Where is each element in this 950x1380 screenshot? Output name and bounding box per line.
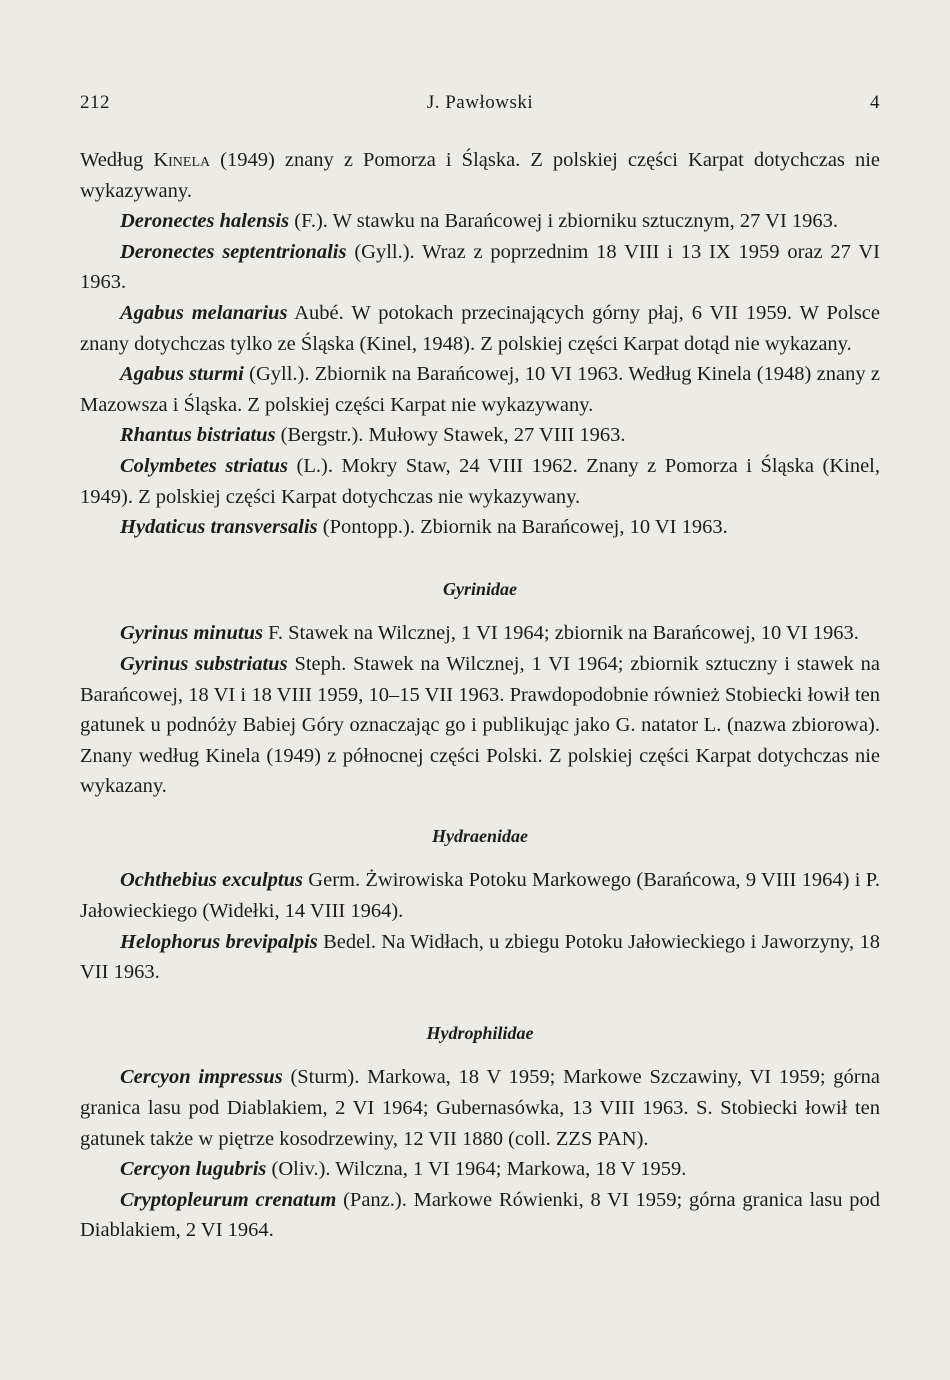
species-entry: Cercyon lugubris (Oliv.). Wilczna, 1 VI 1964; Markowa, 18 V 1959. <box>120 1158 687 1181</box>
species-name: Gyrinus minutus <box>120 622 263 645</box>
paragraph: Według Kinela (1949) znany z Pomorza i Śląska. Z polskiej części Karpat dotychczas nie wykazywany. <box>80 149 880 202</box>
running-author: J. Pawłowski <box>426 92 534 113</box>
species-entry: Colymbetes striatus (L.). Mokry Staw, 24 VIII 1962. Znany z Pomorza i Śląska (Kinel, 1949). Z polskiej części Karpat dotychczas nie wykazywany. <box>80 454 880 508</box>
species-name: Colymbetes striatus <box>120 454 288 477</box>
species-entry: Rhantus bistriatus (Bergstr.). Mułowy Stawek, 27 VIII 1963. <box>120 424 626 447</box>
species-entry: Gyrinus minutus F. Stawek na Wilcznej, 1 VI 1964; zbiornik na Barańcowej, 10 VI 1963. <box>120 622 859 645</box>
family-heading: Hydraenidae <box>432 825 528 846</box>
species-name: Helophorus brevipalpis <box>120 930 318 953</box>
species-name: Cryptopleurum crenatum <box>120 1188 337 1211</box>
species-entry: Helophorus brevipalpis Bedel. Na Widłach, u zbiegu Potoku Jałowieckiego i Jaworzyny, 18 VII 1963. <box>80 930 880 984</box>
species-entry: Agabus melanarius Aubé. W potokach przecinających górny płaj, 6 VII 1959. W Polsce znany dotychczas tylko ze Śląska (Kinel, 1948). Z polskiej części Karpat dotąd nie wykazany. <box>80 301 881 355</box>
document-body <box>80 145 880 1246</box>
family-heading: Hydrophilidae <box>426 1022 534 1043</box>
species-entry: Deronectes halensis (F.). W stawku na Barańcowej i zbiorniku sztucznym, 27 VI 1963. <box>120 210 839 233</box>
species-name: Deronectes halensis <box>120 210 290 233</box>
species-name: Agabus melanarius <box>120 301 288 324</box>
species-name: Agabus sturmi <box>120 363 244 386</box>
species-entry: Agabus sturmi (Gyll.). Zbiornik na Barańcowej, 10 VI 1963. Według Kinela (1948) znany z Mazowsza i Śląska. Z polskiej części Karpat nie wykazywany. <box>80 363 881 416</box>
species-entry: Gyrinus substriatus Steph. Stawek na Wilcznej, 1 VI 1964; zbiornik sztuczny i stawek na Barańcowej, 18 VI i 18 VIII 1959, 10–15 VII 1963. Prawdopodobnie również Stobiecki łowił ten gatunek u podnóży Babiej Góry oznaczając go i publikując jako G. natator L. (nazwa zbiorowa). Znany według Kinela (1949) z północnej części Polski. Z polskiej części Karpat dotychczas nie wykazany. <box>80 652 880 798</box>
species-name: Gyrinus substriatus <box>120 652 288 675</box>
species-entry: Cercyon impressus (Sturm). Markowa, 18 V 1959; Markowe Szczawiny, VI 1959; górna granica lasu pod Diablakiem, 2 VI 1964; Gubernasówka, 13 VIII 1963. S. Stobiecki łowił ten gatunek także w piętrze kosodrzewiny, 12 VII 1880 (coll. ZZS PAN). <box>80 1066 880 1150</box>
species-name: Cercyon impressus <box>120 1066 283 1089</box>
species-name: Ochthebius exculptus <box>120 869 303 892</box>
species-name: Cercyon lugubris <box>120 1158 267 1181</box>
species-entry: Deronectes septentrionalis (Gyll.). Wraz z poprzednim 18 VIII i 13 IX 1959 oraz 27 VI 1963. <box>80 240 880 294</box>
species-name: Rhantus bistriatus <box>120 424 276 447</box>
page-number: 212 <box>80 92 110 113</box>
family-heading: Gyrinidae <box>443 578 517 599</box>
species-name: Hydaticus transversalis <box>120 516 318 539</box>
running-header <box>80 92 880 122</box>
species-entry: Ochthebius exculptus Germ. Żwirowiska Potoku Markowego (Barańcowa, 9 VIII 1964) i P. Jałowieckiego (Widełki, 14 VIII 1964). <box>80 869 880 923</box>
species-entry: Hydaticus transversalis (Pontopp.). Zbiornik na Barańcowej, 10 VI 1963. <box>120 516 728 539</box>
species-entry: Cryptopleurum crenatum (Panz.). Markowe Rówienki, 8 VI 1959; górna granica lasu pod Diablakiem, 2 VI 1964. <box>80 1188 880 1242</box>
issue-number: 4 <box>870 92 880 113</box>
author-name: Kinela <box>153 149 211 171</box>
species-name: Deronectes septentrionalis <box>120 240 347 263</box>
